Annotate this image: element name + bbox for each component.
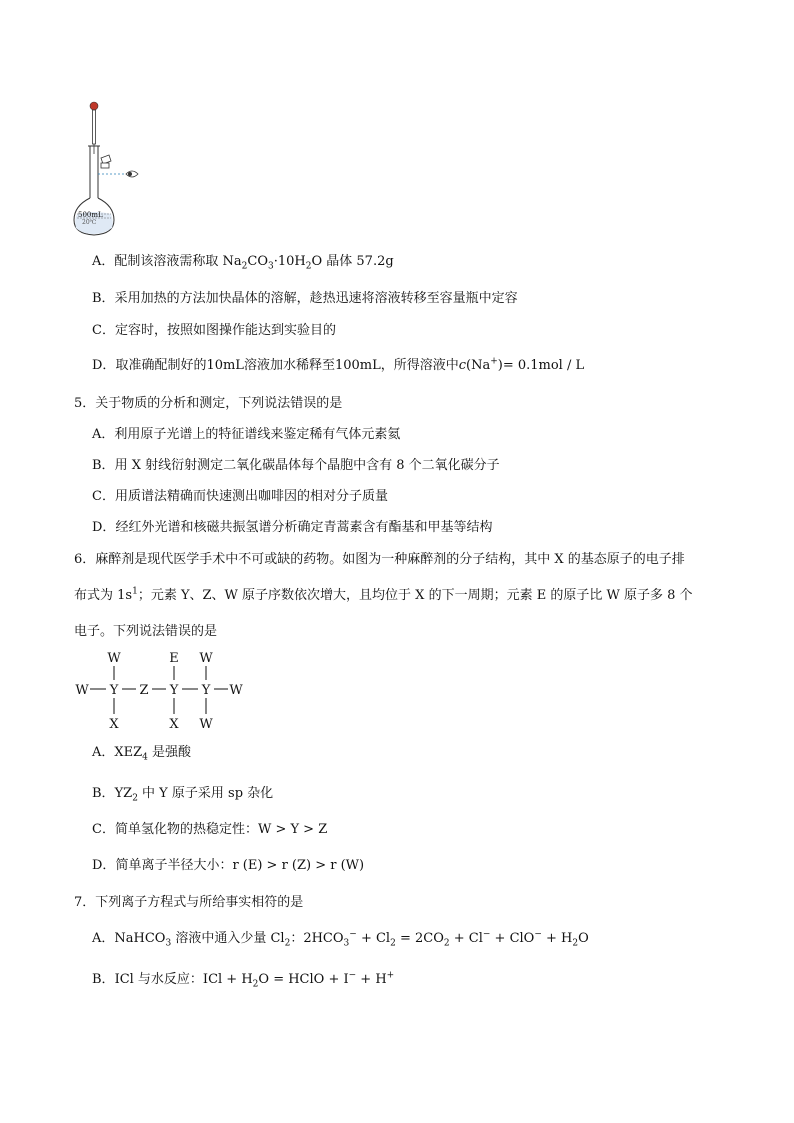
q6-stem-line3: 电子。下列说法错误的是 — [74, 624, 218, 639]
q5-option-d: D．经红外光谱和核磁共振氢谱分析确定青蒿素含有酯基和甲基等结构 — [92, 520, 493, 535]
mol-bot-0: X — [109, 717, 119, 732]
q4-option-c: C．定容时，按照如图操作能达到实验目的 — [92, 323, 336, 338]
mol-mid-3: Y — [169, 683, 179, 698]
flask-volume-label: 500mL — [78, 211, 103, 219]
flask-temp-label: 20℃ — [82, 219, 97, 226]
mol-bot-2: W — [199, 717, 213, 732]
q5-option-b: B．用 X 射线衍射测定二氧化碳晶体每个晶胞中含有 8 个二氧化碳分子 — [92, 458, 500, 473]
mol-top-0: W — [107, 651, 121, 666]
mol-mid-0: W — [75, 683, 89, 698]
mol-mid-2: Z — [139, 683, 149, 698]
q5-option-a: A．利用原子光谱上的特征谱线来鉴定稀有气体元素氦 — [92, 427, 401, 442]
mol-top-1: E — [169, 651, 179, 666]
q4-option-b: B．采用加热的方法加快晶体的溶解，趁热迅速将溶液转移至容量瓶中定容 — [92, 291, 518, 306]
mol-mid-5: W — [229, 683, 243, 698]
q7-stem: 7．下列离子方程式与所给事实相符的是 — [74, 895, 304, 910]
q6-stem-line2: 布式为 $1s^1$；元素 Y、Z、W 原子序数依次增大，且均位于 X 的下一周期；元素 E 的原子比 W 原子多 8 个 — [74, 586, 693, 603]
q5-stem: 5．关于物质的分析和测定，下列说法错误的是 — [74, 396, 343, 411]
q6-option-a: A．$XEZ_4$ 是强酸 — [92, 745, 192, 763]
q6-option-b: B．$YZ_2$ 中 Y 原子采用 sp 杂化 — [92, 786, 274, 804]
q6-option-c: C．简单氢化物的热稳定性：W > Y > Z — [92, 822, 328, 837]
q7-option-b: B．ICl 与水反应：ICl + $H_2O$ = HClO + I− + H+ — [92, 970, 395, 990]
mol-top-2: W — [199, 651, 213, 666]
mol-mid-1: Y — [109, 683, 119, 698]
mol-mid-4: Y — [201, 683, 211, 698]
mol-bot-1: X — [169, 717, 179, 732]
q4-option-d: D．取准确配制好的10mL溶液加水稀释至100mL，所得溶液中c(Na+)= 0.1mol / L — [92, 356, 585, 373]
q7-option-a: A．NaHCO$_3$ 溶液中通入少量 $Cl_2$：$2HCO_3^- + Cl_2 = 2CO_2 + Cl^- + ClO^- + H_2O$ — [92, 929, 589, 949]
molecule-structure — [72, 648, 262, 734]
q6-stem-line1: 6．麻醉剂是现代医学手术中不可或缺的药物。如图为一种麻醉剂的分子结构，其中 X 的基态原子的电子排 — [74, 552, 685, 567]
q4-option-a: A．配制该溶液需称取 $Na_2CO_3\cdot 10H_2O$ 晶体 57.2g — [92, 254, 394, 272]
q5-option-c: C．用质谱法精确而快速测出咖啡因的相对分子质量 — [92, 489, 388, 504]
q6-option-d: D．简单离子半径大小：r (E) > r (Z) > r (W) — [92, 858, 365, 873]
